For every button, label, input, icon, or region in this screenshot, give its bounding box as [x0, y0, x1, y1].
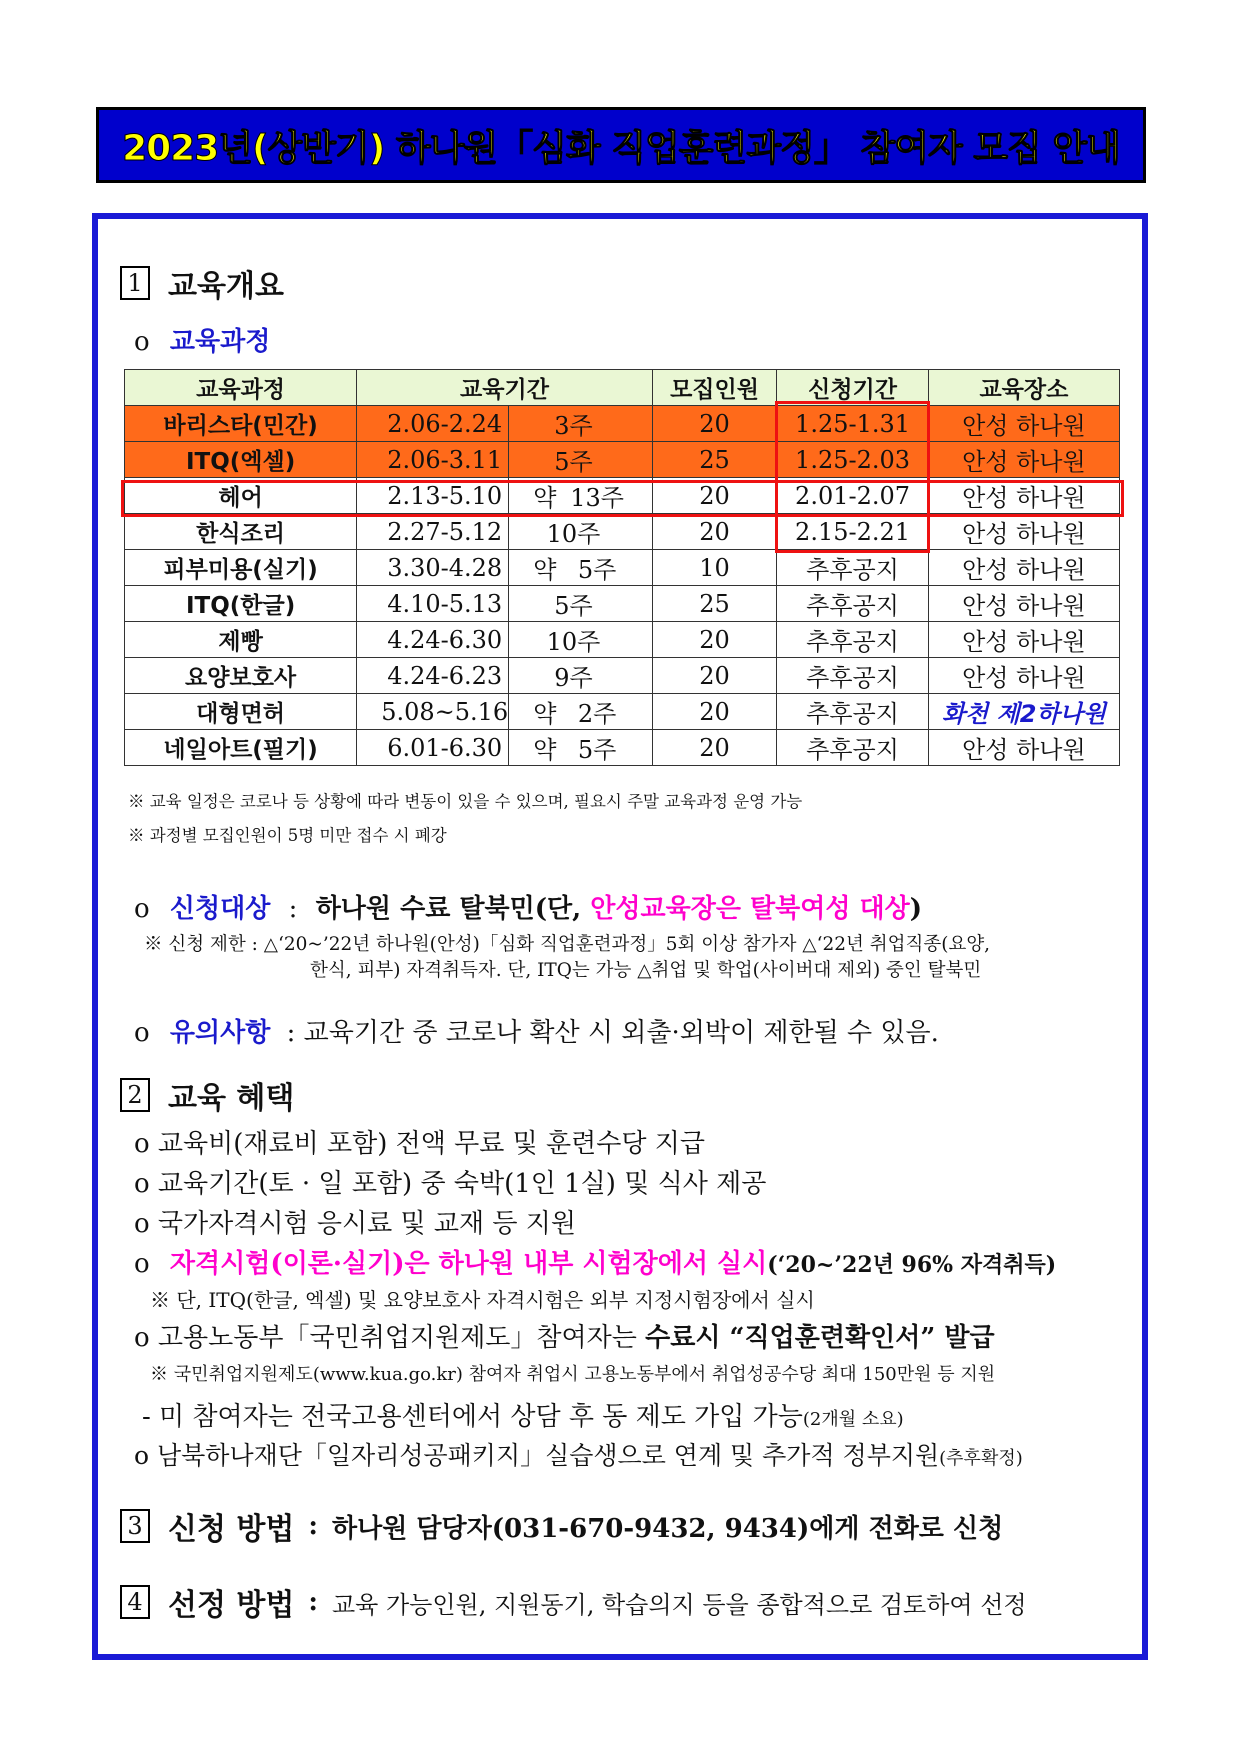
target-end: ) [909, 894, 923, 924]
cell-people-text: 10 [699, 553, 730, 582]
table-row [125, 658, 1120, 694]
cell-course-text: 대형면허 [196, 701, 286, 727]
cell-weeks-text: 5주 [577, 556, 617, 584]
table-row [125, 514, 1120, 550]
cell-course [125, 730, 357, 766]
cell-course-text: 피부미용(실기) [163, 557, 318, 583]
title-banner [96, 107, 1146, 183]
benefit-5-dash-text: - 미 참여자는 전국고용센터에서 상담 후 동 제도 가입 가능 [142, 1402, 803, 1432]
cell-apply-text: 추후공지 [806, 664, 899, 692]
cell-apply [777, 694, 929, 730]
cell-place [928, 730, 1119, 766]
cell-weeks-prefix: 약 [533, 700, 557, 728]
cell-place-text: 화천 제2하나원 [941, 700, 1106, 728]
section-text: 교육 가능인원, 지원동기, 학습의지 등을 종합적으로 검토하여 선정 [331, 1590, 1027, 1619]
cell-people [652, 514, 777, 550]
benefit-6 [134, 1436, 1023, 1472]
cell-weeks [509, 550, 653, 586]
table-row [125, 586, 1120, 622]
cell-dates [357, 658, 509, 694]
cell-place-text: 안성 하나원 [962, 556, 1086, 584]
table-row [125, 622, 1120, 658]
course-schedule-table [124, 369, 1120, 766]
restriction-line-2: 한식, 피부) 자격취득자. 단, ITQ는 가능 △취업 및 학업(사이버대 제외) 중인 탈북민 [310, 960, 982, 981]
cell-apply-text: 추후공지 [806, 628, 899, 656]
cell-course [125, 514, 357, 550]
cell-apply [777, 586, 929, 622]
cell-course [125, 586, 357, 622]
benefit-1: o 교육비(재료비 포함) 전액 무료 및 훈련수당 지급 [134, 1129, 705, 1159]
section-number: 2 [120, 1078, 150, 1112]
cell-people [652, 442, 777, 478]
header-people: 모집인원 [652, 370, 777, 406]
cell-place [928, 622, 1119, 658]
cell-dates-text: 4.10-5.13 [387, 589, 503, 618]
header-apply: 신청기간 [777, 370, 929, 406]
section-title: 선정 방법 [168, 1588, 295, 1623]
cell-dates [357, 622, 509, 658]
cell-place-text: 안성 하나원 [962, 520, 1086, 548]
highlight-hair-row [121, 480, 1124, 517]
cell-course [125, 694, 357, 730]
benefit-5 [134, 1317, 995, 1354]
cell-course-text: 요양보호사 [185, 665, 297, 691]
cell-people [652, 586, 777, 622]
cell-apply [777, 658, 929, 694]
subsection-title: 교육과정 [169, 327, 271, 357]
section-number: 3 [120, 1509, 150, 1543]
cell-dates-text: 4.24-6.23 [387, 661, 503, 690]
cell-weeks-prefix: 약 [533, 556, 557, 584]
bullet: o [134, 1249, 150, 1279]
table-header-row [125, 370, 1120, 406]
cell-place-text: 안성 하나원 [962, 412, 1086, 440]
section-colon: : [308, 1511, 318, 1541]
cell-weeks-text: 5주 [577, 736, 617, 764]
cell-dates-text: 5.08~5.16 [381, 697, 509, 726]
cell-course-text: ITQ(엑셀) [185, 449, 296, 475]
cell-dates [357, 550, 509, 586]
cell-dates-text: 6.01-6.30 [387, 733, 503, 762]
subsection-course [134, 321, 270, 358]
cell-apply-text: 추후공지 [806, 736, 899, 764]
cell-weeks-text: 10주 [546, 520, 601, 548]
cell-course-text: 헤어 [218, 485, 263, 511]
cell-weeks-text: 10주 [546, 628, 601, 656]
cell-dates [357, 694, 509, 730]
cell-people-text: 20 [699, 625, 730, 654]
cell-weeks-text: 13주 [570, 484, 624, 512]
cell-weeks [509, 694, 653, 730]
cell-place [928, 586, 1119, 622]
cell-apply-text: 추후공지 [806, 556, 899, 584]
section-number: 4 [120, 1585, 150, 1619]
cell-course-text: 바리스타(민간) [163, 413, 318, 439]
benefit-5-note: ※ 국민취업지원제도(www.kua.go.kr) 참여자 취업시 고용노동부에서 취업성공수당 최대 150만원 등 지원 [150, 1364, 996, 1385]
cell-people-text: 20 [699, 409, 730, 438]
benefit-6-small: (추후확정) [939, 1448, 1023, 1469]
cell-apply-text: 1.25-2.03 [795, 445, 911, 474]
cell-dates-text: 2.13-5.10 [387, 481, 503, 510]
cell-course [125, 442, 357, 478]
cell-weeks-text: 5주 [554, 592, 593, 620]
section-4-heading [120, 1580, 1027, 1624]
table-row [125, 694, 1120, 730]
target-label: 신청대상 [169, 894, 271, 924]
cell-people [652, 406, 777, 442]
cell-course [125, 550, 357, 586]
cell-dates [357, 442, 509, 478]
cell-apply-text: 1.25-1.31 [795, 409, 911, 438]
cell-dates [357, 406, 509, 442]
cell-place-text: 안성 하나원 [962, 736, 1086, 764]
cell-people-text: 20 [699, 733, 730, 762]
table-row [125, 730, 1120, 766]
note-cancel: ※ 과정별 모집인원이 5명 미만 접수 시 폐강 [128, 826, 447, 845]
target-colon: : [288, 894, 298, 924]
header-course: 교육과정 [125, 370, 357, 406]
target-text: 하나원 수료 탈북민(단, [315, 894, 591, 924]
note-schedule: ※ 교육 일정은 코로나 등 상황에 따라 변동이 있을 수 있으며, 필요시 주말 교육과정 운영 가능 [128, 792, 803, 811]
benefit-5-dash [142, 1396, 904, 1433]
cell-course-text: 제빵 [218, 629, 263, 655]
cell-place-text: 안성 하나원 [962, 592, 1086, 620]
restriction-line-1: ※ 신청 제한 : △‘20~’22년 하나원(안성)「심화 직업훈련과정」5회 이상 참가자 △‘22년 취업직종(요양, [144, 934, 991, 955]
cell-apply-text: 추후공지 [806, 592, 899, 620]
caution-line [134, 1012, 939, 1049]
cell-weeks-text: 2주 [577, 700, 617, 728]
cell-dates-text: 2.27-5.12 [387, 517, 503, 546]
section-number: 1 [120, 266, 150, 300]
cell-place [928, 514, 1119, 550]
cell-place-text: 안성 하나원 [962, 664, 1086, 692]
cell-people [652, 658, 777, 694]
header-period: 교육기간 [357, 370, 653, 406]
cell-place [928, 442, 1119, 478]
cell-weeks [509, 406, 653, 442]
target-highlight: 안성교육장은 탈북여성 대상 [590, 894, 910, 924]
cell-people [652, 730, 777, 766]
cell-people [652, 694, 777, 730]
cell-apply [777, 730, 929, 766]
cell-dates-text: 2.06-2.24 [387, 409, 503, 438]
cell-place [928, 658, 1119, 694]
cell-weeks [509, 658, 653, 694]
target-line [134, 888, 922, 925]
cell-course-text: 한식조리 [196, 521, 286, 547]
cell-course [125, 406, 357, 442]
bullet: o [134, 894, 150, 924]
cell-place-text: 안성 하나원 [962, 448, 1086, 476]
cell-course [125, 658, 357, 694]
cell-people-text: 25 [699, 589, 730, 618]
table-row [125, 550, 1120, 586]
cell-dates [357, 730, 509, 766]
caution-text: : 교육기간 중 코로나 확산 시 외출·외박이 제한될 수 있음. [286, 1018, 939, 1048]
cell-dates [357, 514, 509, 550]
table-row [125, 406, 1120, 442]
cell-course-text: ITQ(한글) [185, 593, 296, 619]
cell-people-text: 20 [699, 697, 730, 726]
cell-people-text: 20 [699, 517, 730, 546]
cell-course-text: 네일아트(필기) [163, 737, 318, 763]
caution-label: 유의사항 [169, 1018, 271, 1048]
section-3-heading [120, 1504, 1003, 1548]
cell-apply-text: 추후공지 [806, 700, 899, 728]
cell-weeks-prefix: 약 [533, 484, 557, 512]
cell-weeks [509, 442, 653, 478]
bullet: o [134, 327, 150, 357]
benefit-4 [134, 1243, 1056, 1280]
section-title: 교육 혜택 [168, 1081, 295, 1116]
section-title: 교육개요 [168, 269, 284, 304]
cell-apply-text: 2.01-2.07 [795, 481, 911, 510]
cell-people-text: 20 [699, 661, 730, 690]
cell-apply [777, 550, 929, 586]
cell-dates-text: 3.30-4.28 [387, 553, 503, 582]
bullet: o [134, 1018, 150, 1048]
section-1-heading [120, 261, 284, 305]
table-row [125, 442, 1120, 478]
cell-weeks-prefix: 약 [533, 736, 557, 764]
cell-weeks-text: 3주 [554, 412, 593, 440]
cell-weeks-text: 5주 [554, 448, 593, 476]
benefit-5-bold: 수료시 “직업훈련확인서” 발급 [645, 1323, 995, 1353]
cell-place-text: 안성 하나원 [962, 628, 1086, 656]
cell-people-text: 20 [699, 481, 730, 510]
cell-people [652, 622, 777, 658]
section-title: 신청 방법 [168, 1512, 295, 1547]
section-2-heading [120, 1073, 294, 1117]
cell-place-text: 안성 하나원 [962, 484, 1086, 512]
benefit-3: o 국가자격시험 응시료 및 교재 등 지원 [134, 1209, 576, 1239]
section-text: 하나원 담당자(031-670-9432, 9434)에게 전화로 신청 [331, 1513, 1004, 1544]
section-colon: : [308, 1587, 318, 1617]
benefit-4-highlight: 자격시험(이론·실기)은 하나원 내부 시험장에서 실시 [169, 1249, 768, 1279]
header-place: 교육장소 [928, 370, 1119, 406]
page-title: 2023년(상반기) 하나원「심화 직업훈련과정」 참여자 모집 안내 [122, 127, 1120, 169]
cell-apply [777, 622, 929, 658]
cell-course [125, 622, 357, 658]
cell-people-text: 25 [699, 445, 730, 474]
cell-apply-text: 2.15-2.21 [795, 517, 911, 546]
cell-place [928, 550, 1119, 586]
benefit-6-text: o 남북하나재단「일자리성공패키지」실습생으로 연계 및 추가적 정부지원 [134, 1441, 940, 1470]
cell-weeks [509, 586, 653, 622]
cell-weeks [509, 730, 653, 766]
benefit-4-note: ※ 단, ITQ(한글, 엑셀) 및 요양보호사 자격시험은 외부 지정시험장에서 실시 [150, 1288, 815, 1312]
cell-dates-text: 4.24-6.30 [387, 625, 503, 654]
cell-people [652, 550, 777, 586]
cell-dates-text: 2.06-3.11 [387, 445, 503, 474]
cell-weeks-text: 9주 [554, 664, 593, 692]
benefit-4-end: (‘20~’22년 96% 자격취득) [767, 1252, 1057, 1278]
cell-dates [357, 586, 509, 622]
cell-place [928, 694, 1119, 730]
benefit-5-text: o 고용노동부「국민취업지원제도」참여자는 [134, 1323, 646, 1353]
benefit-2: o 교육기간(토 · 일 포함) 중 숙박(1인 1실) 및 식사 제공 [134, 1169, 767, 1199]
cell-weeks [509, 622, 653, 658]
cell-place [928, 406, 1119, 442]
cell-weeks [509, 514, 653, 550]
benefit-5-dash-small: (2개월 소요) [802, 1409, 904, 1430]
highlight-apply-period [775, 401, 930, 553]
